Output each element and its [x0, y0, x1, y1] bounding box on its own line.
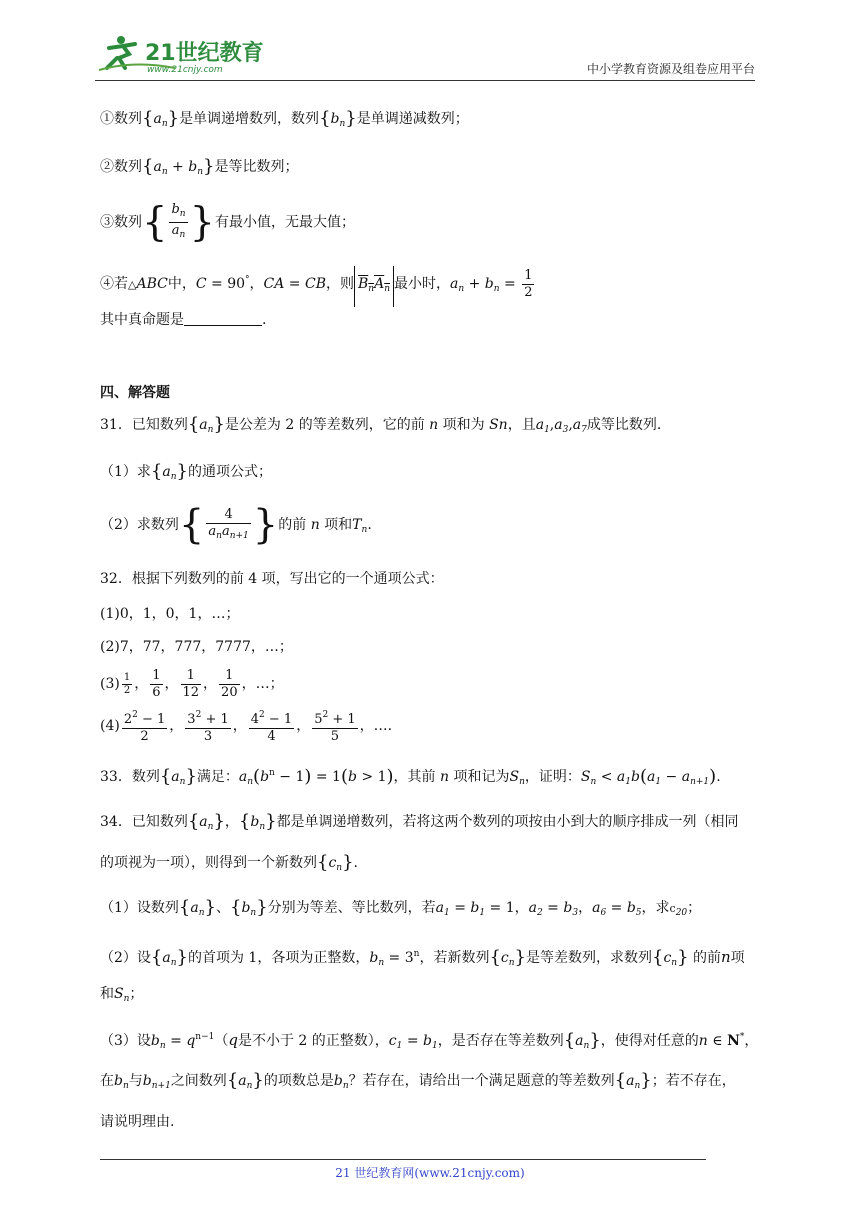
question-34-part-3-line-2: 在$b_n$与$b_{n+1}$之间数列$\{a_n\}$的项数总是$b_n$？若存在，请给出一个满足题意的等差数列$\{a_n\}$；若不存在， — [100, 1070, 736, 1091]
q32-item-1: (1)0，1，0，1，…； — [100, 606, 240, 622]
q34-3-text-i: ？若存在，请给出一个满足题意的等差数列 — [348, 1073, 615, 1089]
header-divider — [95, 80, 755, 81]
question-34-part-2-line-2: 和$S_n$； — [100, 986, 144, 1004]
q34-2-text-a: 的首项为 1，各项为正整数， — [187, 950, 370, 966]
logo-icon — [95, 34, 265, 76]
q33-label: 33．数列 — [100, 769, 160, 785]
statement-2: ②数列$\{a_n + b_n\}$是等比数列； — [100, 156, 299, 177]
svg-text:21世纪教育: 21世纪教育 — [145, 41, 264, 66]
answer-blank[interactable] — [184, 311, 262, 326]
q34-3-text-e: 在 — [100, 1073, 114, 1089]
svg-text:www.21cnjy.com: www.21cnjy.com — [147, 65, 223, 75]
q33-text-b: ，其前 — [393, 769, 436, 785]
q34-3-text-b: 是不小于 2 的正整数）， — [237, 1033, 389, 1049]
q34-3-text-g: 之间数列 — [170, 1073, 227, 1089]
statement-1-end: 是单调递减数列； — [356, 111, 469, 127]
statement-1-text: 是单调递增数列，数列 — [179, 111, 320, 127]
statement-2-label: ②数列 — [100, 159, 142, 175]
statement-4-text-c: 最小时， — [394, 276, 450, 292]
question-31-part-2: （2）求数列{ $\frac{4}{a_na_{n+1}}$ }的前 n 项和$T_n$. — [100, 502, 372, 548]
q31-text-b: 项和为 — [442, 417, 485, 433]
question-34-line-2: 的项视为一项），则得到一个新数列$\{c_n\}$. — [100, 852, 358, 873]
q31-text-a: 是公差为 2 的等差数列，它的前 — [224, 417, 425, 433]
q34-3-label: （3）设 — [100, 1033, 151, 1049]
q31-label: 31．已知数列 — [100, 417, 188, 433]
q31-2-text-b: 项和 — [324, 517, 353, 533]
statement-4-label: ④若 — [100, 276, 128, 292]
statement-3-label: ③数列 — [100, 214, 142, 231]
q32-item-3: (3) $\frac{1}{2}$ ， $\frac{1}{6}$ ， $\frac{1}{12}$ ， $\frac{1}{20}$ ，…； — [100, 667, 284, 700]
q33-text-d: ，证明： — [524, 769, 581, 785]
answer-prompt: 其中真命题是 — [100, 312, 184, 328]
q33-text-c: 项和记为 — [453, 769, 510, 785]
question-34-part-2: （2）设$\{a_n\}$的首项为 1，各项为正整数，$b_n = 3^n$，若新数列$\{c_n\}$是等差数列，求数列$\{c_n\}$ 的前n项 — [100, 947, 745, 968]
q31-text-d: 成等比数列. — [586, 417, 662, 433]
q34-2-text-b: ，若新数列 — [419, 950, 490, 966]
q34-3-text-f: 与 — [128, 1073, 143, 1089]
q34-2-text-f: 和 — [100, 986, 114, 1002]
page-header — [95, 28, 755, 80]
q31-2-text-a: 的前 — [278, 517, 307, 533]
statement-2-text: 是等比数列； — [214, 159, 299, 175]
q31-text-c: ，且 — [507, 417, 536, 433]
answer-line: 其中真命题是 . — [100, 312, 267, 328]
q34-3-text-c: ，是否存在等差数列 — [437, 1033, 564, 1049]
statement-4-text-a: 中， — [167, 276, 196, 292]
question-31: 31．已知数列$\{a_n\}$是公差为 2 的等差数列，它的前 n 项和为 Sn，且$a_1,a_3,a_7$成等比数列. — [100, 414, 662, 435]
statement-4-text-b: ，则 — [325, 276, 354, 292]
statement-1: ①数列$\{a_n\}$是单调递增数列，数列$\{b_n\}$是单调递减数列； — [100, 108, 469, 129]
q34-3-text-d: ，使得对任意的 — [600, 1033, 699, 1049]
question-34-part-3-line-3: 请说明理由. — [100, 1114, 175, 1130]
q32-item-4: (4) $\frac{2^2 - 1}{2}$ ， $\frac{3^2 + 1}{3}$ ， $\frac{4^2 - 1}{4}$ ， $\frac{5^2 + 1}{5}$ ，…. — [100, 706, 392, 746]
q34-2-text-c: 是等差数列，求数列 — [526, 950, 652, 966]
question-32: 32．根据下列数列的前 4 项，写出它的一个通项公式： — [100, 571, 444, 587]
q31-2-label: （2）求数列 — [100, 517, 179, 533]
question-34-part-1: （1）设数列$\{a_n\}$、$\{b_n\}$分别为等差、等比数列，若$a_1 = b_1 = 1$，$a_2 = b_3$，$a_6 = b_5$，求$c_{20}$； — [100, 897, 702, 918]
footer-link[interactable]: 21 世纪教育网(www.21cnjy.com) — [335, 1166, 525, 1180]
q34-text-b: 的项视为一项），则得到一个新数列 — [100, 855, 317, 871]
footer-divider — [100, 1159, 706, 1160]
q31-1-text: 的通项公式； — [187, 464, 272, 480]
q34-3-text-a: （ — [214, 1033, 229, 1049]
statement-3-text: 有最小值，无最大值； — [215, 214, 356, 231]
q34-1-label: （1）设数列 — [100, 900, 179, 916]
q33-text-a: 满足： — [196, 769, 239, 785]
q34-2-text-d: 的前 — [693, 950, 721, 966]
question-34: 34．已知数列$\{a_n\}$，$\{b_n\}$都是单调递增数列，若将这两个数列的项按由小到大的顺序排成一列（相同 — [100, 811, 739, 832]
q34-2-label: （2）设 — [100, 950, 151, 966]
statement-1-label: ①数列 — [100, 111, 142, 127]
question-34-part-3: （3）设$b_n = q^{n-1}(q$是不小于 2 的正整数），$c_1 = b_1$，是否存在等差数列$\{a_n\}$，使得对任意的n ∈ N*， — [100, 1030, 759, 1051]
q34-label: 34．已知数列 — [100, 814, 188, 830]
q34-3-text-j: ；若不存在， — [651, 1073, 736, 1089]
q32-item-2: (2)7，77，777，7777，…； — [100, 639, 293, 655]
q34-text-a: 都是单调递增数列，若将这两个数列的项按由小到大的顺序排成一列（相同 — [276, 814, 739, 830]
q34-2-text-e: 项 — [730, 950, 745, 966]
q34-1-text-b: ，求 — [641, 900, 670, 916]
q34-1-text-a: 分别为等差、等比数列，若 — [267, 900, 436, 916]
statement-3: ③数列{ $\frac{b_n}{a_n}$ }有最小值，无最大值； — [100, 199, 356, 246]
site-logo[interactable] — [95, 34, 265, 76]
section-heading: 四、解答题 — [100, 385, 170, 401]
question-33: 33．数列$\{a_n\}$满足：$a_n(b^n - 1) = 1(b > 1)$，其前 n 项和记为$S_n$，证明：$S_n < a_1b(a_1 - a_{n+1})$. — [100, 766, 721, 787]
q34-3-text-h: 的项数总是 — [263, 1073, 334, 1089]
question-31-part-1: （1）求$\{a_n\}$的通项公式； — [100, 461, 272, 482]
platform-title: 中小学教育资源及组卷应用平台 — [586, 62, 755, 76]
statement-4: ④若△ABC中，C = 90°，CA = CB，则 $B_nA_n$ 最小时，$a_n + b_n$ = $\frac{1}{2}$ — [100, 262, 536, 307]
q31-1-label: （1）求 — [100, 464, 151, 480]
